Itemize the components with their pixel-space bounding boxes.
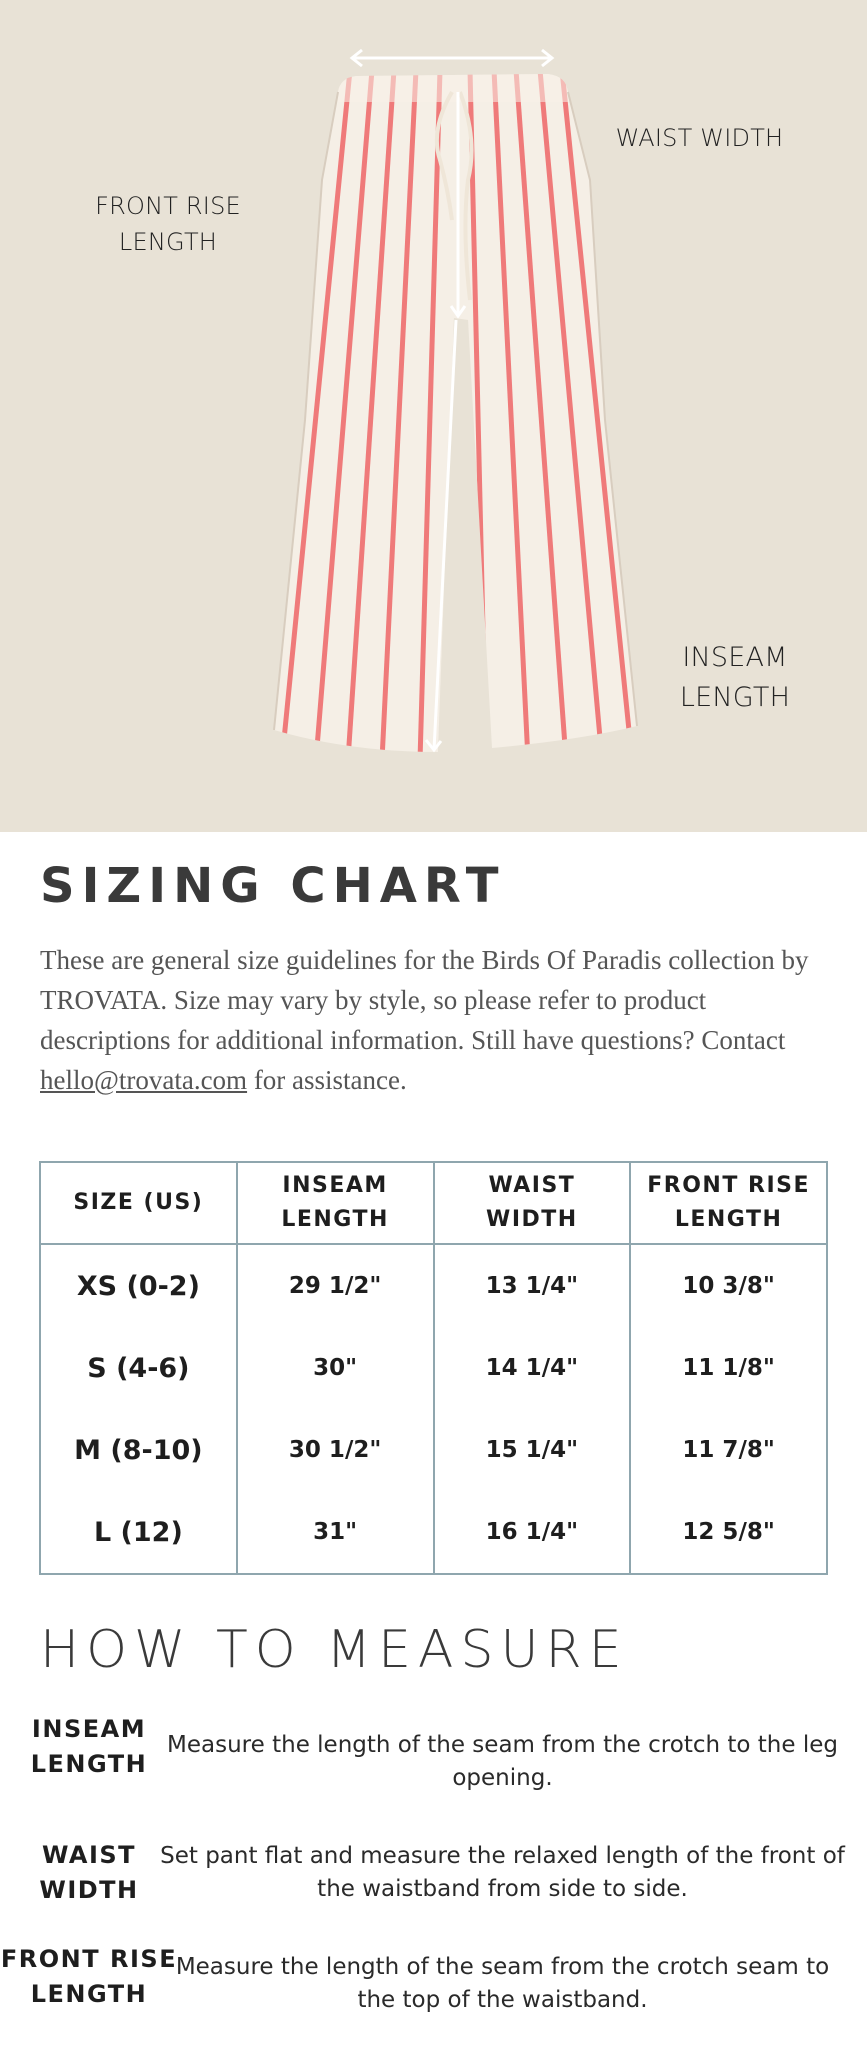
sizing-intro — [40, 940, 840, 1100]
front-rise-cell: 12 5/8" — [630, 1491, 827, 1574]
waist-cell: 14 1/4" — [434, 1327, 631, 1409]
size-cell: M (8-10) — [40, 1409, 237, 1491]
inseam-label: INSEAM LENGTH — [679, 642, 791, 713]
intro-text: These are general size guidelines for the Birds Of Paradis collection by TROVATA. Size may vary by style, so please refer to product descriptions for additional information. Still have questions? Contact — [40, 945, 809, 1055]
table-row — [40, 1327, 827, 1409]
front-rise-cell: 10 3/8" — [630, 1244, 827, 1327]
measure-term: WAIST WIDTH — [39, 1841, 139, 1904]
header-size: SIZE (US) — [40, 1162, 237, 1244]
waist-cell: 13 1/4" — [434, 1244, 631, 1327]
measure-description: Measure the length of the seam from the crotch to the leg opening. — [167, 1732, 838, 1791]
size-cell: XS (0-2) — [40, 1244, 237, 1327]
intro-suffix: for assistance. — [247, 1065, 407, 1095]
contact-email-link[interactable]: hello@trovata.com — [40, 1065, 248, 1095]
header-waist: WAIST WIDTH — [434, 1162, 631, 1244]
measure-description: Set pant flat and measure the relaxed length of the front of the waistband from side to side. — [160, 1843, 845, 1902]
front-rise-cell: 11 1/8" — [630, 1327, 827, 1409]
measure-description: Measure the length of the seam from the crotch seam to the top of the waistband. — [175, 1954, 830, 2013]
waist-width-arrow — [352, 50, 552, 66]
measure-term: INSEAM LENGTH — [30, 1715, 148, 1778]
sizing-chart-title: SIZING CHART — [40, 858, 506, 914]
measure-term: FRONT RISE LENGTH — [0, 1945, 178, 2008]
waist-width-label: WAIST WIDTH — [615, 124, 784, 152]
table-row — [40, 1244, 827, 1327]
waist-cell: 15 1/4" — [434, 1409, 631, 1491]
inseam-cell: 30 1/2" — [237, 1409, 434, 1491]
sizing-table — [39, 1161, 828, 1575]
inseam-cell: 31" — [237, 1491, 434, 1574]
inseam-cell: 29 1/2" — [237, 1244, 434, 1327]
how-to-measure-title: HOW TO MEASURE — [40, 1620, 629, 1680]
table-header-row — [40, 1162, 827, 1244]
front-rise-cell: 11 7/8" — [630, 1409, 827, 1491]
inseam-cell: 30" — [237, 1327, 434, 1409]
table-row — [40, 1409, 827, 1491]
front-rise-label: FRONT RISE LENGTH — [95, 192, 241, 256]
header-front-rise: FRONT RISE LENGTH — [630, 1162, 827, 1244]
size-cell: S (4-6) — [40, 1327, 237, 1409]
table-row — [40, 1491, 827, 1574]
waist-cell: 16 1/4" — [434, 1491, 631, 1574]
product-image — [0, 0, 867, 832]
header-inseam: INSEAM LENGTH — [237, 1162, 434, 1244]
size-cell: L (12) — [40, 1491, 237, 1574]
